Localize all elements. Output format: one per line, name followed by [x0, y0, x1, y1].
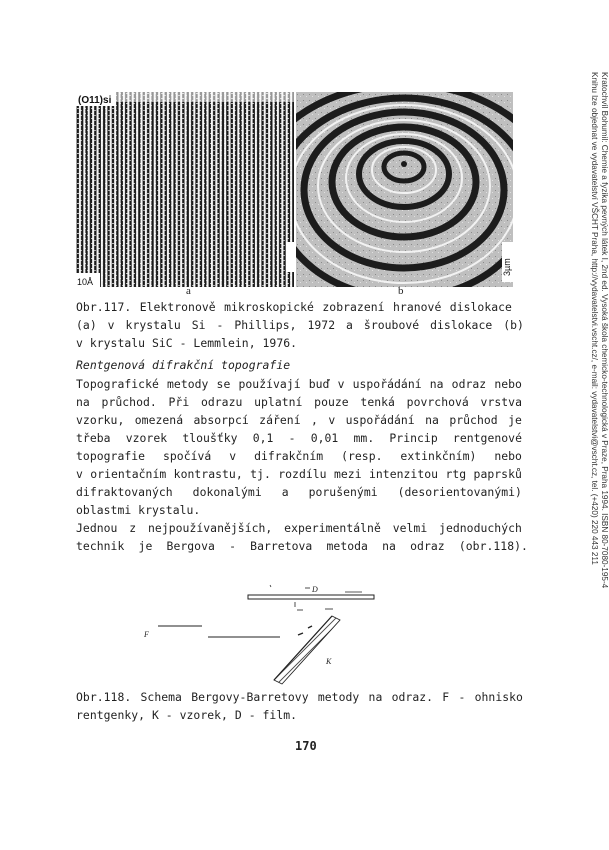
word: difrakčním — [254, 449, 324, 463]
body-line-10 — [76, 537, 528, 555]
word: na — [425, 413, 439, 427]
word: Si — [191, 318, 206, 332]
word: oblastmi krystalu. — [76, 503, 201, 517]
sidebar-line-1: Kratochvíl Bohumil: Chemie a fyzika pevných látek I, 2nd ed. Vysoká škola chemicko-technologická v Praze, Praha 1994. ISBN 80-7080-195-4 — [600, 72, 609, 589]
figure-117-label-a: a — [186, 285, 191, 297]
word: pouze — [314, 395, 349, 409]
word: v — [229, 449, 237, 463]
word: vrstva — [480, 395, 522, 409]
word: porušenými — [308, 485, 378, 499]
word: Bergovy-Barretovy — [191, 690, 309, 704]
word: hranové — [393, 300, 442, 314]
word: Obr.118. — [76, 690, 132, 704]
word: (b) — [503, 318, 524, 332]
word: průchod. — [101, 395, 157, 409]
word: nebo — [494, 377, 522, 391]
word: - — [229, 539, 236, 553]
word: na — [429, 377, 444, 391]
word: F — [442, 690, 450, 704]
body-line-9 — [76, 519, 522, 537]
figure-117a-micrograph — [76, 92, 294, 287]
word: na — [76, 395, 90, 409]
word: mm. — [353, 431, 375, 445]
word: omezená — [134, 413, 184, 427]
word: dislokace — [449, 300, 512, 314]
word: absorpcí — [193, 413, 249, 427]
body-line-4 — [76, 429, 522, 447]
word: v — [337, 377, 345, 391]
word: nebo — [494, 449, 522, 463]
word: odrazu — [200, 395, 243, 409]
word: intenzitou — [368, 467, 439, 481]
word: Schema — [140, 690, 182, 704]
word: z — [129, 521, 137, 535]
word: Bergova — [166, 539, 215, 553]
word: velmi — [392, 521, 428, 535]
body-line-7 — [76, 483, 522, 501]
word: používají — [238, 377, 301, 391]
label-K: K — [326, 657, 332, 666]
word: povrchová — [406, 395, 469, 409]
word: je — [508, 413, 522, 427]
word: (obr.118). — [458, 539, 528, 553]
body-line-6 — [76, 465, 522, 483]
word: - — [458, 690, 466, 704]
caption-117-line-3 — [76, 334, 297, 352]
word: dislokace — [430, 318, 493, 332]
word: mikroskopické — [224, 300, 314, 314]
word: - — [216, 318, 224, 332]
word: orientačním — [90, 467, 167, 481]
body-line-5 — [76, 447, 522, 465]
word: na — [382, 539, 396, 553]
word: průchod — [449, 413, 498, 427]
word: technik — [76, 539, 125, 553]
word: v krystalu SiC - Lemmlein, 1976. — [76, 336, 298, 350]
word: ohnisko — [474, 690, 523, 704]
word: metody — [167, 377, 209, 391]
label-F: F — [144, 630, 149, 639]
word: rozdílu — [278, 467, 327, 481]
word: (resp. — [341, 449, 383, 463]
word: mezi — [333, 467, 362, 481]
word: Barretova — [250, 539, 313, 553]
figure-118-schema — [140, 580, 380, 690]
scale-label-b: 3µm — [502, 258, 512, 276]
word: extinkčním) — [400, 449, 477, 463]
word: uspořádání — [345, 413, 415, 427]
word: vzorku, — [76, 413, 125, 427]
word: tj. — [250, 467, 271, 481]
body-line-1 — [76, 375, 522, 393]
word: (a) — [76, 318, 97, 332]
word: na — [368, 690, 383, 704]
word: Elektronově — [139, 300, 216, 314]
body-line-8 — [76, 501, 200, 519]
word: experimentálně — [284, 521, 381, 535]
word: Jednou — [76, 521, 118, 535]
caption-118-line-1 — [76, 688, 523, 706]
word: uspořádání — [352, 377, 422, 391]
word: odraz — [410, 539, 445, 553]
word: krystalu — [125, 318, 181, 332]
word: Princip — [389, 431, 438, 445]
word: Phillips, — [234, 318, 297, 332]
word: záření — [259, 413, 301, 427]
word: v — [107, 318, 115, 332]
word: (desorientovanými) — [397, 485, 522, 499]
caption-117-line-1 — [76, 298, 512, 316]
word: jednoduchých — [439, 521, 522, 535]
word: v — [76, 467, 83, 481]
figure-117b-micrograph — [296, 92, 513, 287]
word: tenká — [360, 395, 395, 409]
word: topografie — [76, 449, 146, 463]
word: metoda — [326, 539, 368, 553]
word: je — [138, 539, 153, 553]
body-line-3 — [76, 411, 522, 429]
word: rentgenky, K - vzorek, D - film. — [76, 708, 298, 722]
word: Při — [168, 395, 190, 409]
body-line-2 — [76, 393, 522, 411]
word: spočívá — [162, 449, 212, 463]
publisher-sidebar — [575, 72, 609, 592]
word: šroubové — [363, 318, 420, 332]
word: a — [281, 485, 289, 499]
word: rentgenové — [452, 431, 522, 445]
word: metody — [317, 690, 360, 704]
scale-label-a: 10Å — [77, 277, 94, 287]
word: kontrastu, — [173, 467, 243, 481]
word: tloušťky — [182, 431, 238, 445]
word: nejpoužívanějších, — [148, 521, 273, 535]
word: Topografické — [76, 377, 159, 391]
page-number: 170 — [295, 739, 317, 753]
section-heading: Rentgenová difrakční topografie — [76, 358, 291, 372]
word: , — [311, 413, 318, 427]
word: rtg — [445, 467, 467, 481]
figure-117-label-b: b — [398, 285, 404, 297]
word: buď — [308, 377, 330, 391]
word: zobrazení — [322, 300, 385, 314]
word: 0,1 — [252, 431, 274, 445]
sidebar-line-2: Knihu lze objednat ve vydavatelství VŠCHT Praha, http://vydavatelstvi.vscht.cz/, e-mail: vydavatelstvi@vscht.cz, tel. (+420) 220 443 211 — [590, 72, 599, 565]
word: se — [216, 377, 231, 391]
word: třeba — [76, 431, 111, 445]
word: difraktovaných — [76, 485, 173, 499]
word: vzorek — [125, 431, 168, 445]
word: odraz — [451, 377, 487, 391]
word: uplatní — [254, 395, 303, 409]
caption-118-line-2 — [76, 706, 297, 724]
word: Obr.117. — [76, 300, 132, 314]
word: paprsků — [473, 467, 522, 481]
label-D: D — [312, 585, 318, 594]
word: odraz. — [391, 690, 434, 704]
word: 0,01 — [310, 431, 339, 445]
caption-117-line-2 — [76, 316, 524, 334]
word: dokonalými — [192, 485, 262, 499]
word: - — [288, 431, 296, 445]
word: 1972 — [307, 318, 336, 332]
word: a — [346, 318, 353, 332]
word: v — [328, 413, 336, 427]
inset-label-a: (O11)si — [78, 95, 112, 106]
